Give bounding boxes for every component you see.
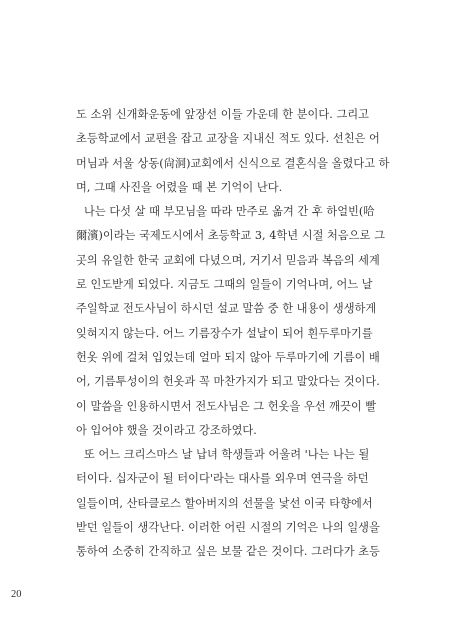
text-line: 일들이며, 산타클로스 할아버지의 선물을 낯선 이국 타향에서: [76, 496, 373, 510]
text-line: 초등학교에서 교편을 잡고 교장을 지내신 적도 있다. 선친은 어: [76, 132, 380, 146]
text-line: 로 인도받게 되었다. 지금도 그때의 일들이 기억나며, 어느 날: [76, 278, 373, 292]
text-line: 통하여 소중히 간직하고 싶은 보물 같은 것이다. 그러다가 초등: [76, 545, 380, 559]
text-line: 곳의 유일한 한국 교회에 다녔으며, 거기서 믿음과 복음의 세계: [76, 253, 380, 267]
text-line: 爾濱)이라는 국제도시에서 초등학교 3, 4학년 시절 처음으로 그: [76, 229, 385, 243]
text-line: 며, 그때 사진을 어렸을 때 본 기억이 난다.: [76, 180, 283, 194]
text-line: 어, 기름투성이의 헌옷과 꼭 마찬가지가 되고 말았다는 것이다.: [76, 375, 380, 389]
text-line: 또 어느 크리스마스 날 납녀 학생들과 어울려 '나는 나는 될: [84, 448, 370, 462]
text-line: 헌옷 위에 걸쳐 입었는데 얼마 되지 않아 두루마기에 기름이 배: [76, 350, 380, 364]
body-text: [76, 103, 394, 565]
page-number: 20: [11, 589, 22, 600]
text-line: 아 입어야 했을 것이라고 강조하였다.: [76, 423, 257, 437]
text-line: 받던 일들이 생각난다. 이러한 어린 시절의 기억은 나의 일생을: [76, 521, 380, 535]
text-line: 도 소위 신개화운동에 앞장선 이들 가운데 한 분이다. 그리고: [76, 108, 370, 121]
text-line: 이 말씀을 인용하시면서 전도사님은 그 헌옷을 우선 깨끗이 빨: [76, 399, 377, 413]
text-line: 터이다. 십자군이 될 터이다'라는 대사를 외우며 연극을 하던: [76, 472, 369, 486]
text-line: 잊혀지지 않는다. 어느 기름장수가 설날이 되어 흰두루마기를: [76, 326, 373, 340]
text-line: 주일학교 전도사님이 하시던 설교 말씀 중 한 내용이 생생하게: [76, 302, 377, 316]
text-line: 나는 다섯 살 때 부모님을 따라 만주로 옮겨 간 후 하얼빈(哈: [84, 205, 375, 219]
text-line: 머님과 서울 상동(尙洞)교회에서 신식으로 결혼식을 올렸다고 하: [76, 156, 390, 170]
